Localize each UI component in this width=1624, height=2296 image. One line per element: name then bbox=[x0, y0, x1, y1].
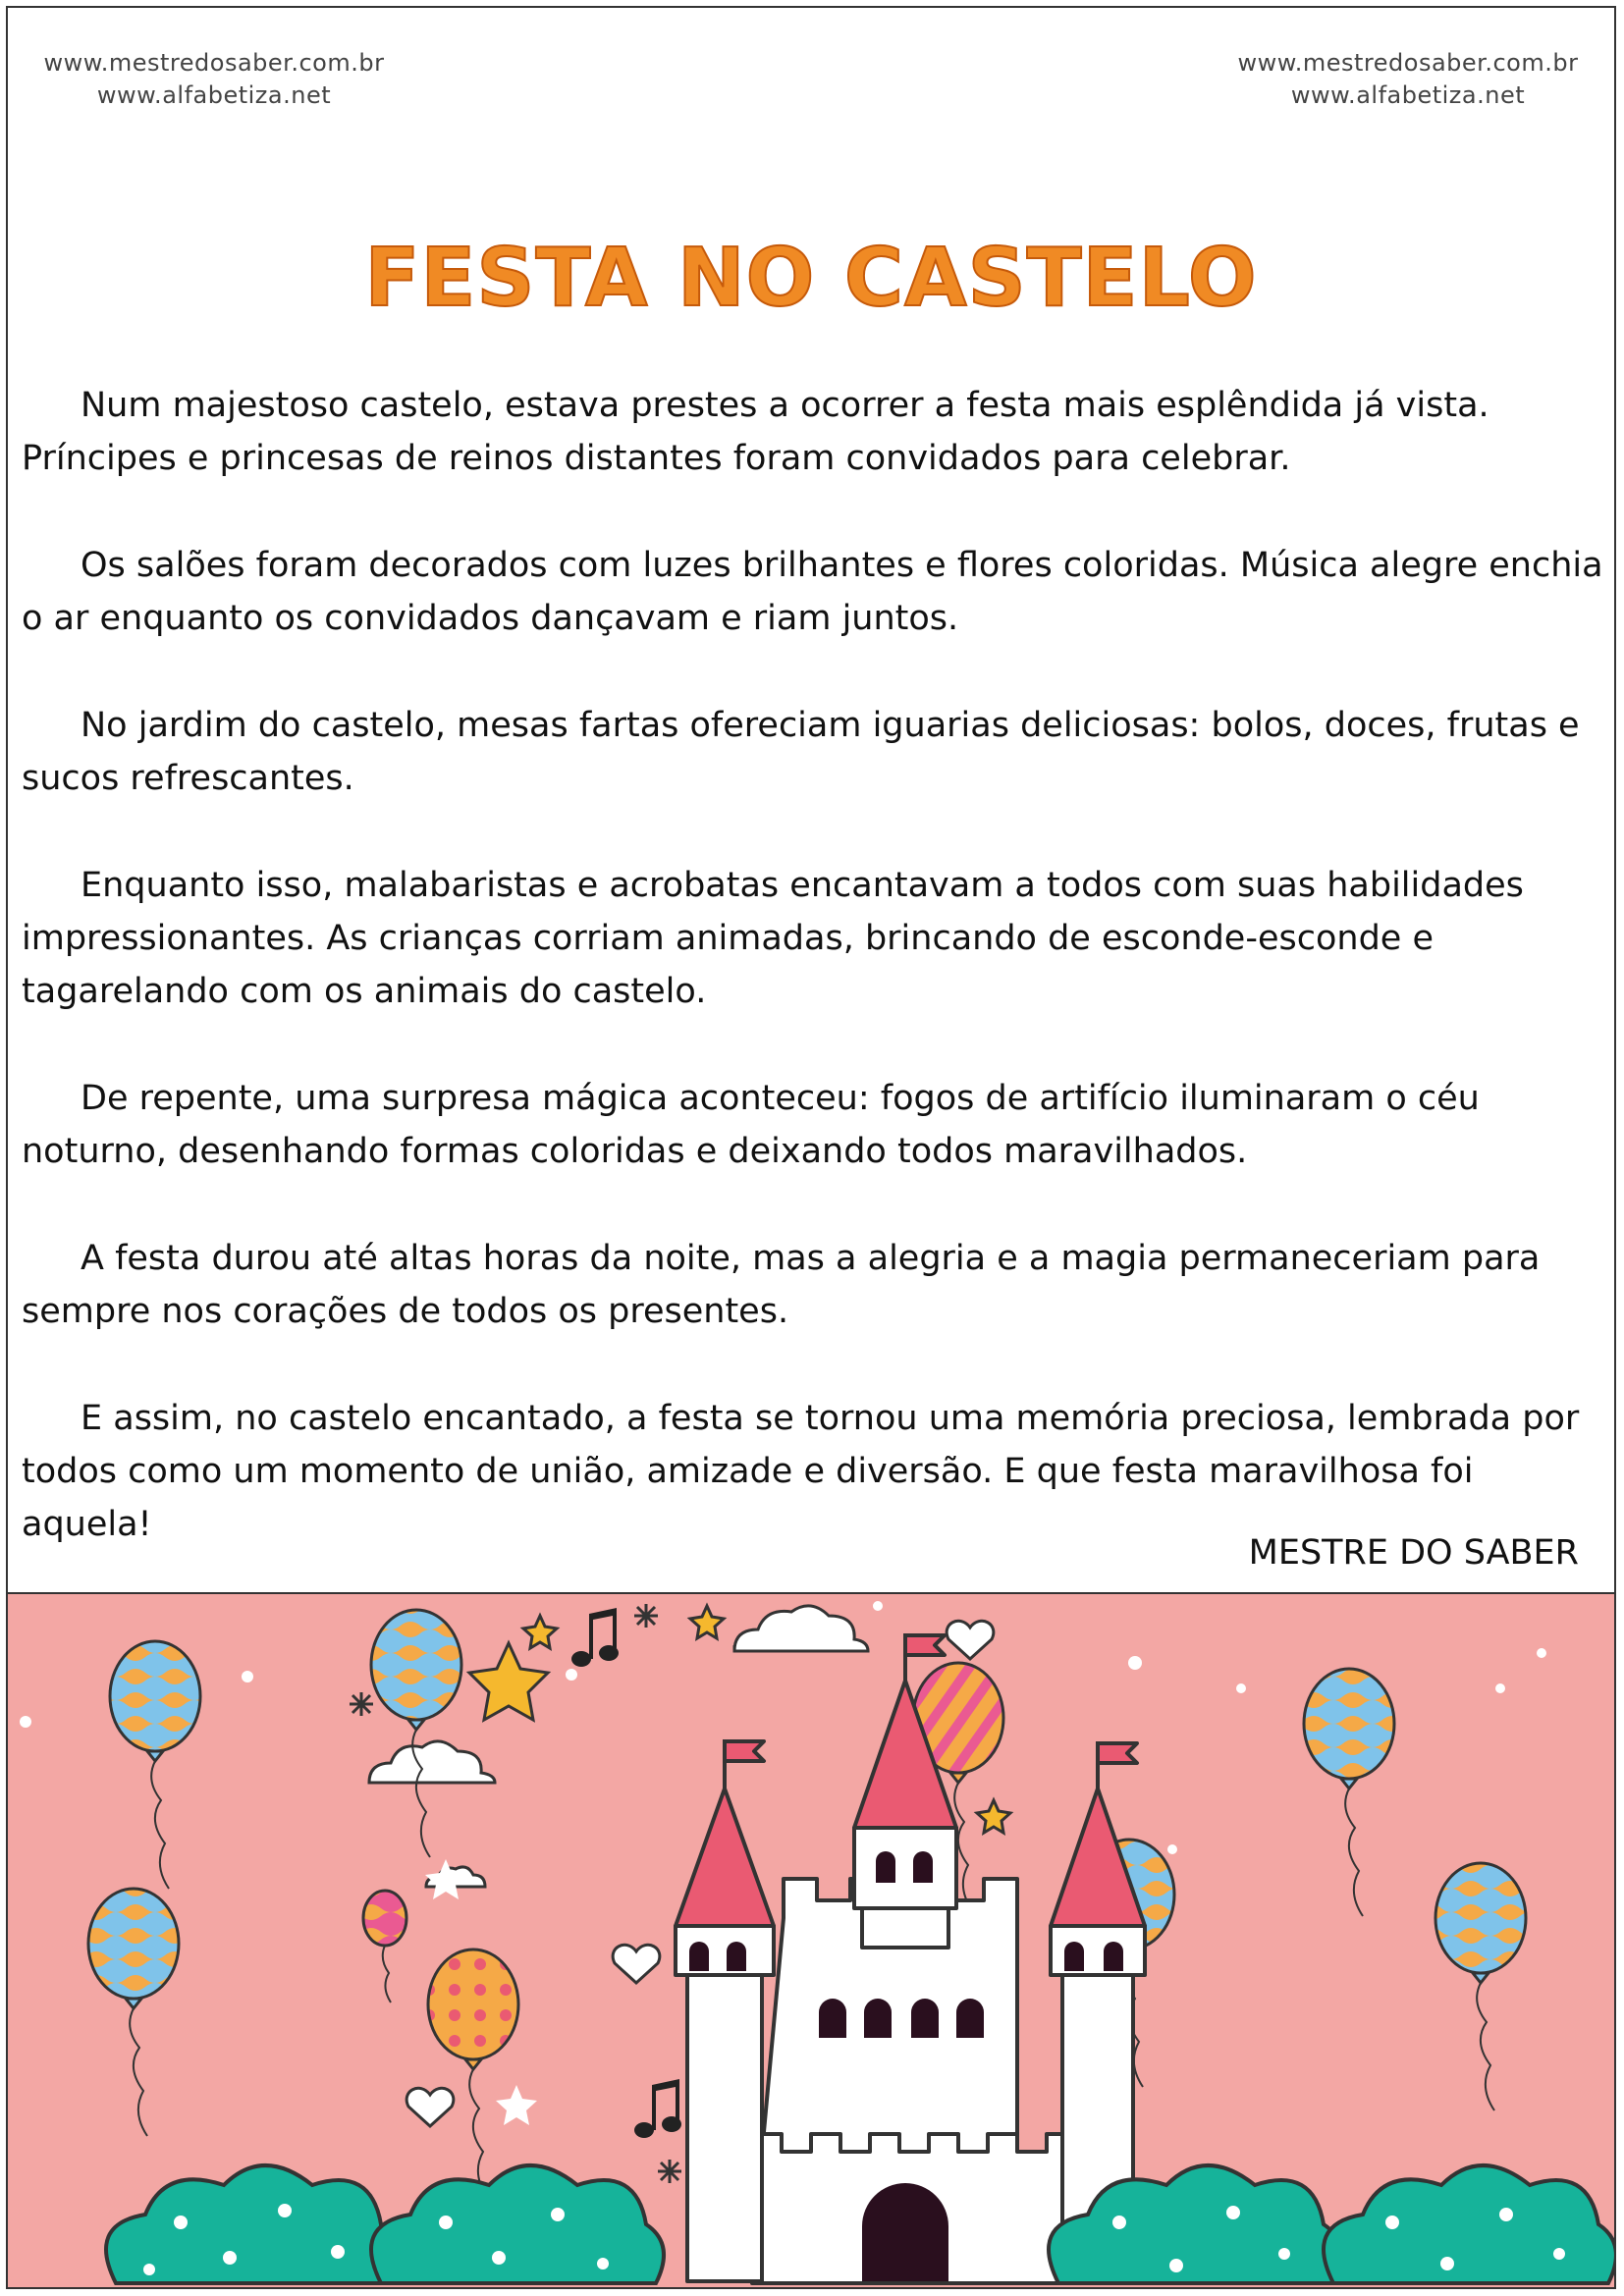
castle-illustration bbox=[8, 1592, 1616, 2289]
castle-icon bbox=[676, 1633, 1145, 2283]
story-text bbox=[22, 379, 1612, 1605]
header-left-websites bbox=[8, 47, 420, 112]
story-paragraph: Os salões foram decorados com luzes brilhantes e flores coloridas. Música alegre enchia o ar enquanto os convidados dançavam e riam juntos. bbox=[22, 546, 1603, 638]
page-title: FESTA NO CASTELO bbox=[364, 232, 1258, 325]
header-right-websites bbox=[1202, 47, 1614, 112]
worksheet-page bbox=[6, 6, 1616, 2289]
website-link[interactable]: www.alfabetiza.net bbox=[96, 81, 332, 109]
story-paragraph: De repente, uma surpresa mágica aconteceu: fogos de artifício iluminaram o céu noturno, desenhando formas coloridas e deixando todos maravilhados. bbox=[22, 1079, 1480, 1171]
story-paragraph: Enquanto isso, malabaristas e acrobatas encantavam a todos com suas habilidades impressionantes. As crianças corriam animadas, brincando de esconde-esconde e tagarelando com os animais do castelo. bbox=[22, 866, 1524, 1011]
story-paragraph: E assim, no castelo encantado, a festa se tornou uma memória preciosa, lembrada por todos como um momento de união, amizade e diversão. E que festa maravilhosa foi aquela! bbox=[22, 1399, 1580, 1544]
website-link[interactable]: www.mestredosaber.com.br bbox=[43, 49, 385, 77]
story-paragraph: A festa durou até altas horas da noite, mas a alegria e a magia permaneceriam para sempre nos corações de todos os presentes. bbox=[22, 1239, 1541, 1331]
story-paragraph: No jardim do castelo, mesas fartas ofereciam iguarias deliciosas: bolos, doces, frutas e sucos refrescantes. bbox=[22, 706, 1580, 798]
story-paragraph: Num majestoso castelo, estava prestes a ocorrer a festa mais esplêndida já vista. Príncipes e princesas de reinos distantes foram convidados para celebrar. bbox=[22, 386, 1489, 478]
website-link[interactable]: www.mestredosaber.com.br bbox=[1237, 49, 1579, 77]
music-note-icon bbox=[571, 1608, 681, 2138]
author-signature: MESTRE DO SABER bbox=[1248, 1533, 1579, 1573]
website-link[interactable]: www.alfabetiza.net bbox=[1290, 81, 1526, 109]
